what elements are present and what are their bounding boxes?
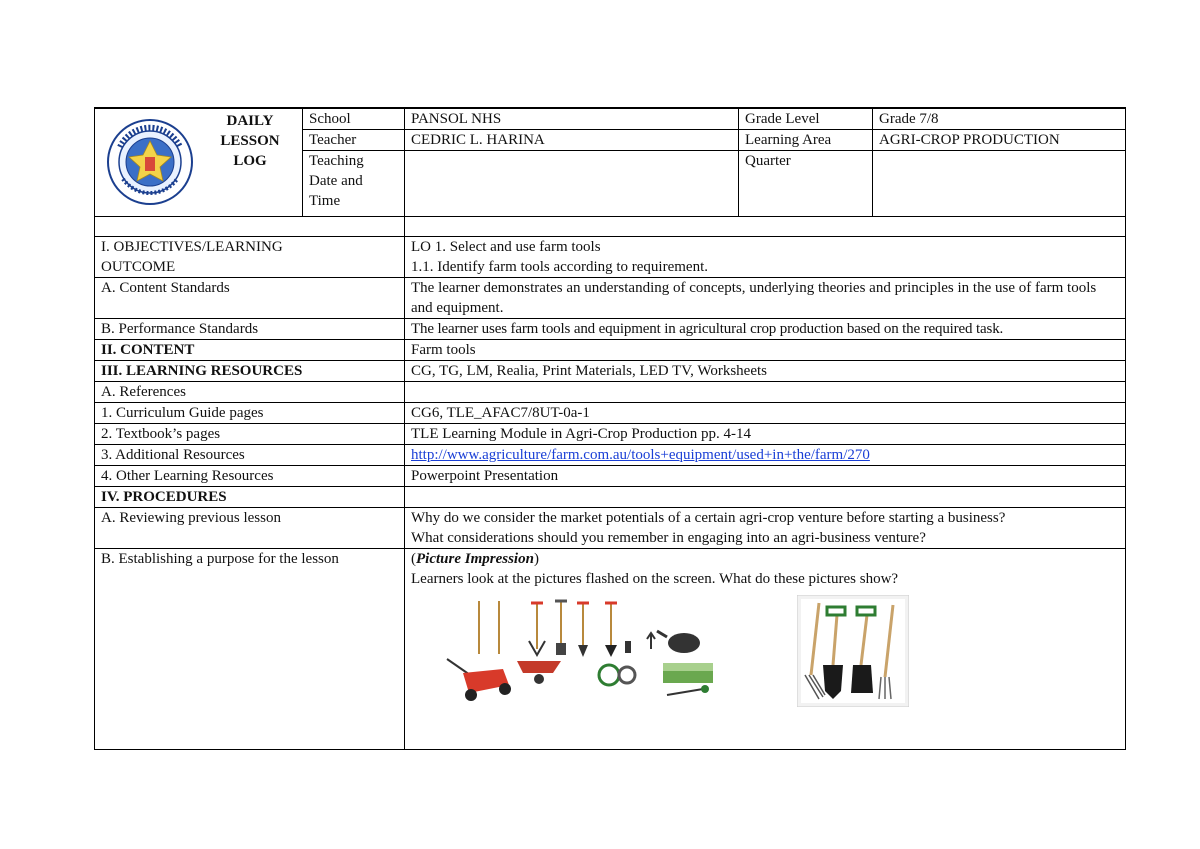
objectives-value: LO 1. Select and use farm tools 1.1. Identify farm tools according to requirement. [405, 237, 1126, 278]
learning-resources-value: CG, TG, LM, Realia, Print Materials, LED TV, Worksheets [405, 361, 1126, 382]
other-resources-value: Powerpoint Presentation [405, 466, 1126, 487]
daily-lesson-log-table [94, 107, 1126, 750]
references-value [405, 382, 1126, 403]
daily-lesson-log-title: DAILY LESSON LOG [220, 113, 280, 169]
textbook-pages-value: TLE Learning Module in Agri-Crop Production pp. 4-14 [405, 424, 1126, 445]
content-label: II. CONTENT [95, 340, 405, 361]
content-standards-label: A. Content Standards [95, 278, 405, 319]
objectives-label: I. OBJECTIVES/LEARNING OUTCOME [95, 237, 405, 278]
reviewing-lesson-value: Why do we consider the market potentials of a certain agri-crop venture before starting a business? What considerations should you remember in engaging into an agri-business venture? [405, 508, 1126, 549]
school-value: PANSOL NHS [405, 108, 739, 130]
reviewing-lesson-label: A. Reviewing previous lesson [95, 508, 405, 549]
establishing-purpose-value: (Picture Impression) Learners look at the pictures flashed on the screen. What do these pictures show? [405, 549, 1126, 750]
curriculum-guide-label: 1. Curriculum Guide pages [95, 403, 405, 424]
procedures-label: IV. PROCEDURES [95, 487, 405, 508]
additional-resources-link[interactable]: http://www.agriculture/farm.com.au/tools+equipment/used+in+the/farm/270 [411, 447, 870, 463]
grade-level-value: Grade 7/8 [873, 108, 1126, 130]
logo-title-cell [95, 108, 303, 217]
content-standards-value: The learner demonstrates an understanding of concepts, underlying theories and principles in the use of farm tools and equipment. [405, 278, 1126, 319]
learning-area-value: AGRI-CROP PRODUCTION [873, 130, 1126, 151]
spades-fork-photo-image [797, 595, 909, 707]
additional-resources-label: 3. Additional Resources [95, 445, 405, 466]
performance-standards-label: B. Performance Standards [95, 319, 405, 340]
deped-seal-icon [105, 117, 195, 207]
spacer-right [405, 217, 1126, 237]
learning-resources-label: III. LEARNING RESOURCES [95, 361, 405, 382]
spacer-left [95, 217, 405, 237]
other-resources-label: 4. Other Learning Resources [95, 466, 405, 487]
farm-tools-collage-image [439, 599, 739, 714]
references-label: A. References [95, 382, 405, 403]
grade-level-label: Grade Level [739, 108, 873, 130]
performance-standards-value: The learner uses farm tools and equipment in agricultural crop production based on the required task. [405, 319, 1126, 340]
teacher-label: Teacher [303, 130, 405, 151]
teaching-date-value [405, 151, 739, 217]
additional-resources-value [405, 445, 1126, 466]
teacher-value: CEDRIC L. HARINA [405, 130, 739, 151]
learning-area-label: Learning Area [739, 130, 873, 151]
curriculum-guide-value: CG6, TLE_AFAC7/8UT-0a-1 [405, 403, 1126, 424]
pictures-area [411, 589, 1119, 749]
textbook-pages-label: 2. Textbook’s pages [95, 424, 405, 445]
purpose-instruction: Learners look at the pictures flashed on the screen. What do these pictures show? [411, 571, 899, 587]
quarter-value [873, 151, 1126, 217]
content-value: Farm tools [405, 340, 1126, 361]
establishing-purpose-label: B. Establishing a purpose for the lesson [95, 549, 405, 750]
picture-impression-title: Picture Impression [416, 551, 534, 567]
quarter-label: Quarter [739, 151, 873, 217]
school-label: School [303, 108, 405, 130]
procedures-value [405, 487, 1126, 508]
teaching-date-label: Teaching Date and Time [303, 151, 405, 217]
